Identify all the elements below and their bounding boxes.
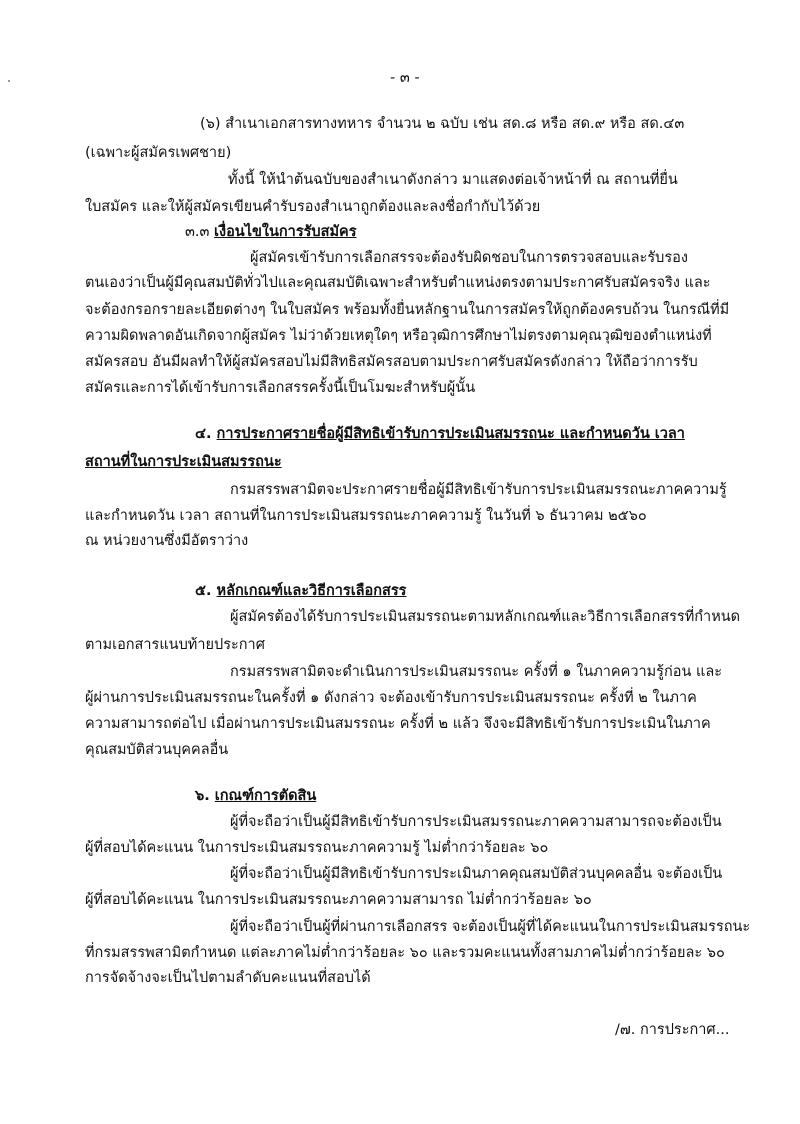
paragraph-line: ผู้ผ่านการประเมินสมรรถนะในครั้งที่ ๑ ดังกล่าว จะต้องเข้ารับการประเมินสมรรถนะ ครั้งที่ ๒ ในภาค <box>85 690 697 706</box>
paragraph-line: ตามเอกสารแนบท้ายประกาศ <box>85 637 265 653</box>
section-title: การประกาศรายชื่อผู้มีสิทธิเข้ารับการประเมินสมรรถนะ และกำหนดวัน เวลา <box>216 426 685 442</box>
section-4-heading-cont: สถานที่ในการประเมินสมรรถนะ <box>85 454 282 470</box>
paragraph-line: ที่กรมสรรพสามิตกำหนด แต่ละภาคไม่ต่ำกว่าร้อยละ ๖๐ และรวมคะแนนทั้งสามภาคไม่ต่ำกว่าร้อยละ ๖๐ <box>85 945 725 961</box>
paragraph-line: ผู้สมัครเข้ารับการเลือกสรรจะต้องรับผิดชอบในการตรวจสอบและรับรอง <box>250 250 688 266</box>
scan-speck <box>8 80 10 82</box>
paragraph-line: และกำหนดวัน เวลา สถานที่ในการประเมินสมรรถนะภาคความรู้ ในวันที่ ๖ ธันวาคม ๒๕๖๐ <box>85 508 647 524</box>
paragraph-line: ผู้ที่สอบได้คะแนน ในการประเมินสมรรถนะภาคความรู้ ไม่ต่ำกว่าร้อยละ ๖๐ <box>85 840 549 856</box>
paragraph-line: กรมสรรพสามิตจะประกาศรายชื่อผู้มีสิทธิเข้ารับการประเมินสมรรถนะภาคความรู้ <box>230 482 727 498</box>
page-number: - ๓ - <box>390 70 420 86</box>
continuation-note: /๗. การประกาศ... <box>615 1022 730 1038</box>
section-number: ๖. <box>195 788 210 804</box>
paragraph-line: ความผิดพลาดอันเกิดจากผู้สมัคร ไม่ว่าด้วยเหตุใดๆ หรือวุฒิการศึกษาไม่ตรงตามคุณวุฒิของตำแหน่งที่ <box>85 328 712 344</box>
paragraph-line: สมัครและการได้เข้ารับการเลือกสรรครั้งนี้เป็นโมฆะสำหรับผู้นั้น <box>85 380 476 396</box>
subsection-number: ๓.๓ <box>185 224 210 240</box>
paragraph-line: ผู้ที่จะถือว่าเป็นผู้มีสิทธิเข้ารับการประเมินสมรรถนะภาคความสามารถจะต้องเป็น <box>230 814 722 830</box>
section-6-heading <box>195 786 316 806</box>
note-line: ทั้งนี้ ให้นำต้นฉบับของสำเนาดังกล่าว มาแสดงต่อเจ้าหน้าที่ ณ สถานที่ยื่น <box>228 172 678 188</box>
section-4-heading <box>195 424 685 444</box>
paragraph-line: ผู้ที่จะถือว่าเป็นผู้มีสิทธิเข้ารับการประเมินภาคคุณสมบัติส่วนบุคคลอื่น จะต้องเป็น <box>230 866 723 882</box>
section-title: หลักเกณฑ์และวิธีการเลือกสรร <box>216 583 407 599</box>
section-number: ๕. <box>195 583 212 599</box>
section-title: เกณฑ์การตัดสิน <box>214 788 317 804</box>
paragraph-line: ผู้ที่สอบได้คะแนน ในการประเมินสมรรถนะภาคความสามารถ ไม่ต่ำกว่าร้อยละ ๖๐ <box>85 892 592 908</box>
note-line: ใบสมัคร และให้ผู้สมัครเขียนคำรับรองสำเนาถูกต้องและลงชื่อกำกับไว้ด้วย <box>85 199 541 215</box>
paragraph-line: กรมสรรพสามิตจะดำเนินการประเมินสมรรถนะ ครั้งที่ ๑ ในภาคความรู้ก่อน และ <box>230 664 722 680</box>
section-5-heading <box>195 581 406 601</box>
section-number: ๔. <box>195 426 212 442</box>
subsection-3-3-heading <box>185 222 357 242</box>
paragraph-line: จะต้องกรอกรายละเอียดต่างๆ ในใบสมัคร พร้อมทั้งยื่นหลักฐานในการสมัครให้ถูกต้องครบถ้วน ในกรณีที่มี <box>85 302 730 318</box>
paragraph-line: ณ หน่วยงานซึ่งมีอัตราว่าง <box>85 533 249 549</box>
paragraph-line: ผู้สมัครต้องได้รับการประเมินสมรรถนะตามหลักเกณฑ์และวิธีการเลือกสรรที่กำหนด <box>230 609 741 625</box>
subsection-title: เงื่อนไขในการรับสมัคร <box>214 224 357 240</box>
paragraph-line: ความสามารถต่อไป เมื่อผ่านการประเมินสมรรถนะ ครั้งที่ ๒ แล้ว จึงจะมีสิทธิเข้ารับการประเมินในภาค <box>85 716 711 732</box>
paragraph-line: สมัครสอบ อันมีผลทำให้ผู้สมัครสอบไม่มีสิทธิสมัครสอบตามประกาศรับสมัครดังกล่าว ให้ถือว่าการรับ <box>85 354 698 370</box>
paragraph-line: ตนเองว่าเป็นผู้มีคุณสมบัติทั่วไปและคุณสมบัติเฉพาะสำหรับตำแหน่งตรงตามประกาศรับสมัครจริง และ <box>85 275 711 291</box>
paragraph-line: การจัดจ้างจะเป็นไปตามลำดับคะแนนที่สอบได้ <box>85 970 371 986</box>
paragraph-line: คุณสมบัติส่วนบุคคลอื่น <box>85 742 229 758</box>
paragraph-line: ผู้ที่จะถือว่าเป็นผู้ที่ผ่านการเลือกสรร จะต้องเป็นผู้ที่ได้คะแนนในการประเมินสมรรถนะ <box>230 919 751 935</box>
item-6-continuation: (เฉพาะผู้สมัครเพศชาย) <box>85 145 232 161</box>
item-6-text: (๖) สำเนาเอกสารทางทหาร จำนวน ๒ ฉบับ เช่น สด.๘ หรือ สด.๙ หรือ สด.๔๓ <box>200 116 685 132</box>
